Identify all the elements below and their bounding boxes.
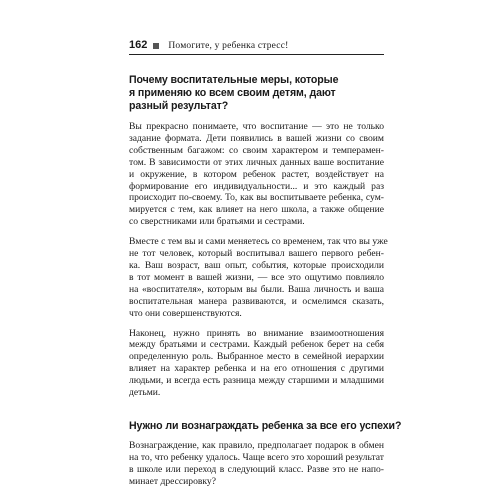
text-line: воспитательная манера развиваются, и осмелимся сказать, bbox=[129, 295, 384, 307]
text-line: Наконец, нужно принять во внимание взаимоотношения bbox=[129, 327, 384, 339]
heading-line: разный результат? bbox=[129, 100, 229, 112]
text-line: людьми, и всегда есть разница между старшими и младшими bbox=[129, 375, 384, 387]
text-line: ка. Ваш возраст, ваш опыт, события, которые происходили bbox=[129, 259, 384, 271]
text-line: и окружение, в котором ребенок растет, воздействует на bbox=[129, 168, 384, 180]
heading-line: Почему воспитательные меры, которые bbox=[129, 74, 339, 86]
page-body bbox=[129, 74, 402, 496]
text-line: влияет на характер ребенка и на его отношения с другими bbox=[129, 363, 384, 375]
text-line: что они совершенствуются. bbox=[129, 307, 242, 319]
text-line: со сверстниками или братьями и сестрами. bbox=[129, 216, 305, 228]
text-line: происходит по-своему. То, как вы воспитываете ребенка, сум- bbox=[129, 192, 384, 204]
paragraph bbox=[129, 328, 384, 399]
paragraph bbox=[129, 440, 384, 488]
text-line: между братьями и сестрами. Каждый ребенок берет на себя bbox=[129, 339, 384, 351]
text-line: на «воспитателя», которым вы были. Ваша личность и ваша bbox=[129, 283, 384, 295]
text-line: Вы прекрасно понимаете, что воспитание — это не только bbox=[129, 121, 384, 132]
heading-line: я применяю ко всем своим детям, дают bbox=[129, 87, 336, 99]
section-heading bbox=[129, 74, 384, 113]
text-line: мируется с тем, как влияет на него школа, а также общение bbox=[129, 204, 384, 216]
text-line: определенную роль. Выбранное место в семейной иерархии bbox=[129, 351, 384, 363]
text-line: задание формата. Дети появились в вашей жизни со своим bbox=[129, 132, 384, 144]
text-line: том. В зависимости от этих личных данных ваше воспитание bbox=[129, 156, 384, 168]
text-line: детьми. bbox=[129, 387, 161, 399]
running-title: Помогите, у ребенка стресс! bbox=[168, 41, 289, 51]
text-line: не тот человек, который воспитывал вашего первого ребен- bbox=[129, 248, 384, 260]
text-line: в школе или переход в следующий класс. Разве это не напо- bbox=[129, 463, 384, 475]
square-ornament-icon bbox=[153, 43, 159, 49]
heading-line: Нужно ли вознаграждать ребенка за все его успехи? bbox=[129, 419, 402, 432]
text-line: в тот момент в вашей жизни, — все это ощутимо повлияло bbox=[129, 271, 384, 283]
text-line: минает дрессировку? bbox=[129, 475, 216, 487]
paragraph bbox=[129, 236, 388, 319]
section-heading bbox=[129, 419, 402, 433]
running-head bbox=[129, 36, 384, 55]
text-line: на то, что ребенку удалось. Чаще всего это хороший результат bbox=[129, 451, 384, 463]
text-line: собственным багажом: со своим характером и темперамен- bbox=[129, 144, 384, 156]
text-line: Вознаграждение, как правило, предполагает подарок в обмен bbox=[129, 439, 384, 451]
paragraph bbox=[129, 121, 384, 228]
text-line: Вместе с тем вы и сами меняетесь со временем, так что вы уже bbox=[129, 236, 388, 248]
page-number: 162 bbox=[129, 39, 148, 51]
text-line: формирование его индивидуальности... и это каждый раз bbox=[129, 180, 384, 192]
